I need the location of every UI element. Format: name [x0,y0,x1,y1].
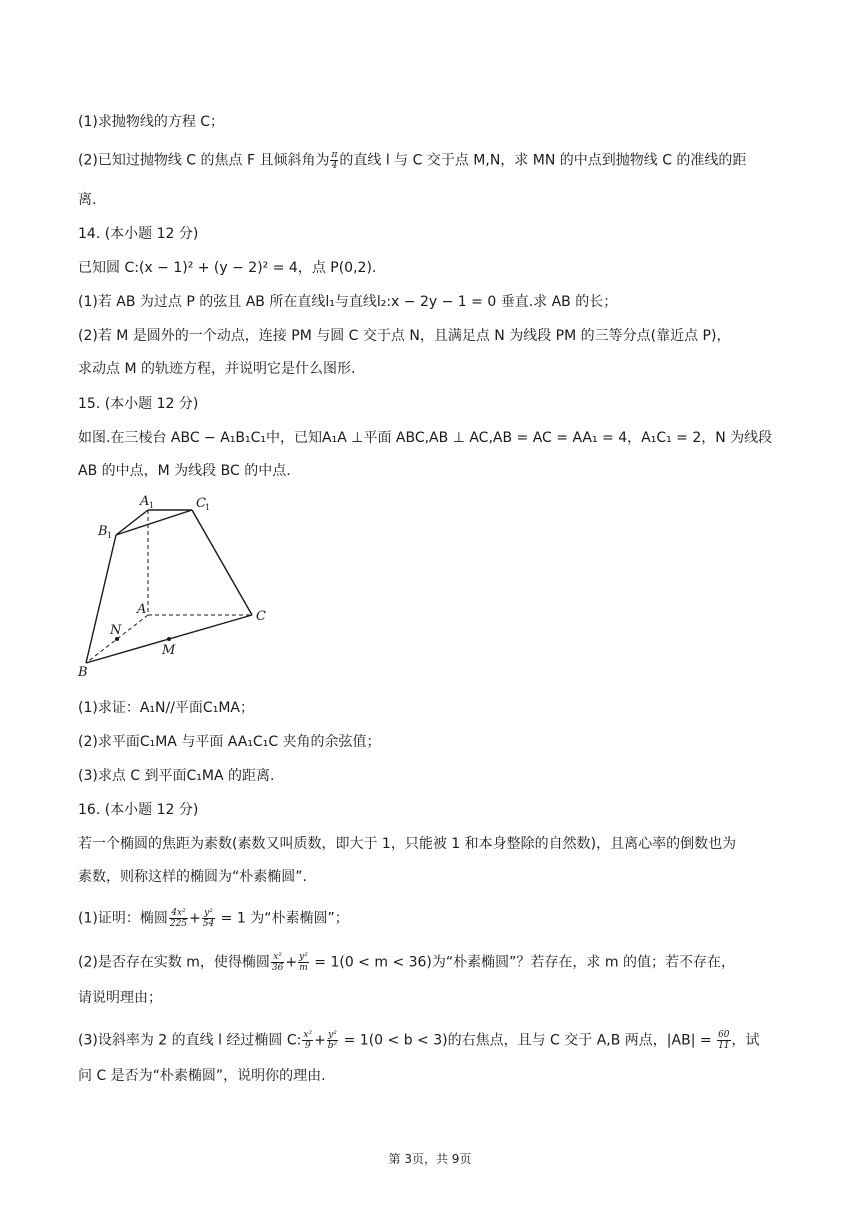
label-C1-sub: 1 [205,503,211,512]
pi-over-4-fraction [330,150,338,171]
edge-C1C [192,510,252,615]
edge-B1A1 [116,510,148,535]
point-M [167,637,171,641]
q14-part2-b: 求动点 M 的轨迹方程，并说明它是什么图形. [78,361,356,377]
plus-sign: + [314,1032,326,1049]
label-A: A [137,602,147,617]
frac-num: y² [202,908,215,919]
q16-part2 [78,952,735,973]
q16-p1-text-a: (1)证明：椭圆 [78,910,168,927]
q16-part1 [78,908,349,929]
q14-part1: (1)若 AB 为过点 P 的弦且 AB 所在直线l₁与直线l₂:x − 2y − 1 = 0 垂直.求 AB 的长； [78,294,618,310]
frac-60-11 [717,1030,730,1051]
plus-sign: + [189,910,201,927]
frac-x2-36 [271,952,284,973]
q15-part3: (3)求点 C 到平面C₁MA 的距离. [78,768,275,784]
frac-den: 11 [718,1041,730,1051]
label-N: N [110,623,122,638]
q16-intro-a: 若一个椭圆的焦距为素数(素数又叫质数，即大于 1，只能被 1 和本身整除的自然数)，且离心率的倒数也为 [78,836,737,852]
frac-num: x² [271,952,284,963]
label-C1: C [196,496,206,511]
q16-p3-text-a: (3)设斜率为 2 的直线 l 经过椭圆 C: [78,1032,302,1049]
q13-part1: (1)求抛物线的方程 C； [78,114,225,130]
q14-header: 14. (本小题 12 分) [78,226,199,242]
q15-part1: (1)求证：A₁N//平面C₁MA； [78,700,254,716]
q16-p2-text-a: (2)是否存在实数 m，使得椭圆 [78,954,270,971]
frac-4x2-225 [169,908,188,929]
q14-given: 已知圆 C:(x − 1)² + (y − 2)² = 4，点 P(0,2). [78,260,377,276]
label-C: C [256,609,266,624]
edge-B1C1 [116,510,192,535]
label-B1: B [98,524,108,539]
frac-den: 225 [169,919,188,929]
frac-den: 54 [202,919,215,929]
frac-num: x² [303,1030,313,1040]
q16-part3-cont: 问 C 是否为“朴素椭圆”，说明你的理由. [78,1068,326,1084]
frac-y2-b2 [327,1030,338,1051]
q16-p3-text-b: = 1(0 < b < 3)的右焦点，且与 C 交于 A,B 两点，|AB| = [339,1032,717,1049]
q16-p3-text-c: ，试 [731,1032,760,1049]
q13-part2-cont: 离. [78,192,97,208]
frac-den: 9 [304,1041,311,1051]
label-A1-sub: 1 [149,501,155,510]
frustum-figure [74,490,284,685]
edge-B1B [86,535,116,663]
frac-num: π [331,150,338,160]
q15-given-b: AB 的中点，M 为线段 BC 的中点. [78,463,291,479]
page-footer: 第 3页，共 9页 [388,1152,472,1166]
frac-den: b² [327,1041,338,1051]
q16-intro-b: 素数，则称这样的椭圆为“朴素椭圆”. [78,869,307,885]
q16-header: 16. (本小题 12 分) [78,802,199,818]
frac-x2-9 [302,1030,313,1051]
label-A1: A [140,494,150,509]
q16-part3 [78,1030,760,1051]
q15-header: 15. (本小题 12 分) [78,396,199,412]
q13-part2-text-a: (2)已知过抛物线 C 的焦点 F 且倾斜角为 [78,152,330,169]
q13-part2-text-b: 的直线 l 与 C 交于点 M,N，求 MN 的中点到抛物线 C 的准线的距 [339,152,747,169]
frac-y2-54 [202,908,215,929]
q13-part2 [78,150,746,171]
frac-num: y² [328,1030,337,1040]
q15-given-a: 如图.在三棱台 ABC − A₁B₁C₁中，已知A₁A ⊥平面 ABC,AB ⊥ AC,AB = AC = AA₁ = 4，A₁C₁ = 2，N 为线段 [78,430,773,446]
frac-num: 4x² [169,908,188,919]
frac-den: 36 [271,963,284,973]
frac-den: 4 [331,161,338,171]
plus-sign: + [285,954,298,971]
frac-num: y² [299,952,308,962]
q16-part2-cont: 请说明理由； [78,990,162,1006]
q16-p1-text-b: = 1 为“朴素椭圆”； [216,910,349,927]
label-B: B [78,665,88,680]
q14-part2-a: (2)若 M 是圆外的一个动点，连接 PM 与圆 C 交于点 N，且满足点 N 为线段 PM 的三等分点(靠近点 P)， [78,328,731,344]
label-B1-sub: 1 [107,531,113,540]
frac-den: m [299,963,308,973]
label-M: M [162,643,176,658]
frac-num: 60 [718,1030,730,1040]
q15-part2: (2)求平面C₁MA 与平面 AA₁C₁C 夹角的余弦值； [78,734,381,750]
frac-y2-m [298,952,309,973]
q16-p2-text-b: = 1(0 < m < 36)为“朴素椭圆”？若存在，求 m 的值；若不存在， [309,954,735,971]
